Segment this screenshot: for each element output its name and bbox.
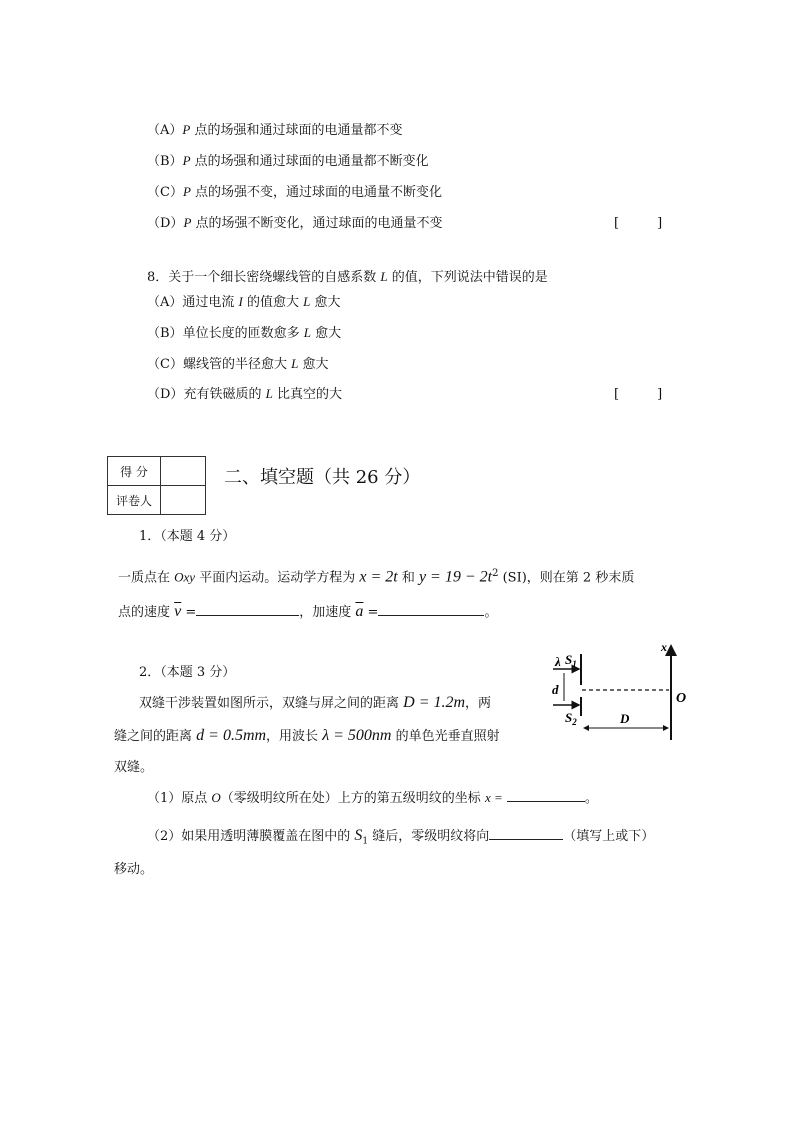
grader-cell[interactable] [161, 486, 206, 515]
s1-label: $S_1$ [565, 652, 577, 669]
q8-answer-bracket[interactable]: [ ] [614, 387, 663, 402]
velocity-answer-blank[interactable] [196, 603, 299, 616]
q7-option-a: （A）P 点的场强和通过球面的电通量都不变 [147, 122, 403, 138]
O-label: O [676, 691, 687, 706]
q8-stem: 8．关于一个细长密绕螺线管的自感系数 L 的值，下列说法中错误的是 [147, 269, 548, 285]
p2-sub-2-end: 移动。 [114, 862, 154, 877]
lambda-label: λ [555, 654, 561, 669]
D-label: D [620, 711, 630, 726]
q8-option-b: （B）单位长度的匝数愈多 L 愈大 [147, 325, 342, 341]
q8-option-d: （D）充有铁磁质的 L 比真空的大 [147, 386, 342, 402]
s2-label: $S_2$ [565, 710, 577, 727]
p2-sub-1: （1）原点 O（零级明纹所在处）上方的第五级明纹的坐标 x = 。 [147, 790, 598, 806]
p2-line-1: 双缝干涉装置如图所示，双缝与屏之间的距离 D = 1.2m，两 [139, 694, 492, 711]
p2-sub-2: （2）如果用透明薄膜覆盖在图中的 $S_1$ 缝后，零级明纹将向 （填写上或下） [147, 827, 655, 847]
p1-line-1: 一质点在 Oxy 平面内运动。运动学方程为 x = 2t 和 $y = 19 - 2t^2$ (SI)，则在第 2 秒末质 [118, 568, 635, 586]
q7-answer-bracket[interactable]: [ ] [614, 216, 663, 231]
p2-line-3: 双缝。 [114, 760, 154, 775]
fifth-fringe-answer-blank[interactable] [507, 789, 585, 802]
score-label: 得 分 [108, 457, 161, 486]
acceleration-answer-blank[interactable] [378, 603, 484, 616]
score-cell[interactable] [161, 457, 206, 486]
d-label: d [552, 682, 559, 697]
q7-option-b: （B）P 点的场强和通过球面的电通量都不断变化 [147, 153, 429, 169]
q7-option-c: （C）P 点的场强不变，通过球面的电通量不断变化 [147, 184, 443, 200]
q7-option-d: （D）P 点的场强不断变化，通过球面的电通量不变 [147, 215, 443, 231]
p1-heading: 1．（本题 4 分） [139, 529, 236, 544]
velocity-symbol: $\overline{v}$ [174, 603, 182, 620]
q8-option-c: （C）螺线管的半径愈大 L 愈大 [147, 356, 329, 372]
p2-heading: 2．（本题 3 分） [139, 665, 236, 680]
grader-label: 评卷人 [108, 486, 161, 515]
section-title: 二、填空题（共 26 分） [224, 467, 421, 488]
fringe-direction-answer-blank[interactable] [489, 827, 563, 840]
double-slit-figure [548, 640, 698, 746]
score-table [107, 456, 206, 515]
acceleration-symbol: $\overline{a}$ [355, 603, 364, 620]
p1-line-2: 点的速度 $\overline{v}$ = ，加速度 $\overline{a}$ = 。 [118, 603, 498, 620]
q8-option-a: （A）通过电流 I 的值愈大 L 愈大 [147, 294, 341, 310]
x-axis-label: x [661, 640, 667, 654]
p2-line-2: 缝之间的距离 d = 0.5mm，用波长 λ = 500nm 的单色光垂直照射 [114, 727, 500, 744]
